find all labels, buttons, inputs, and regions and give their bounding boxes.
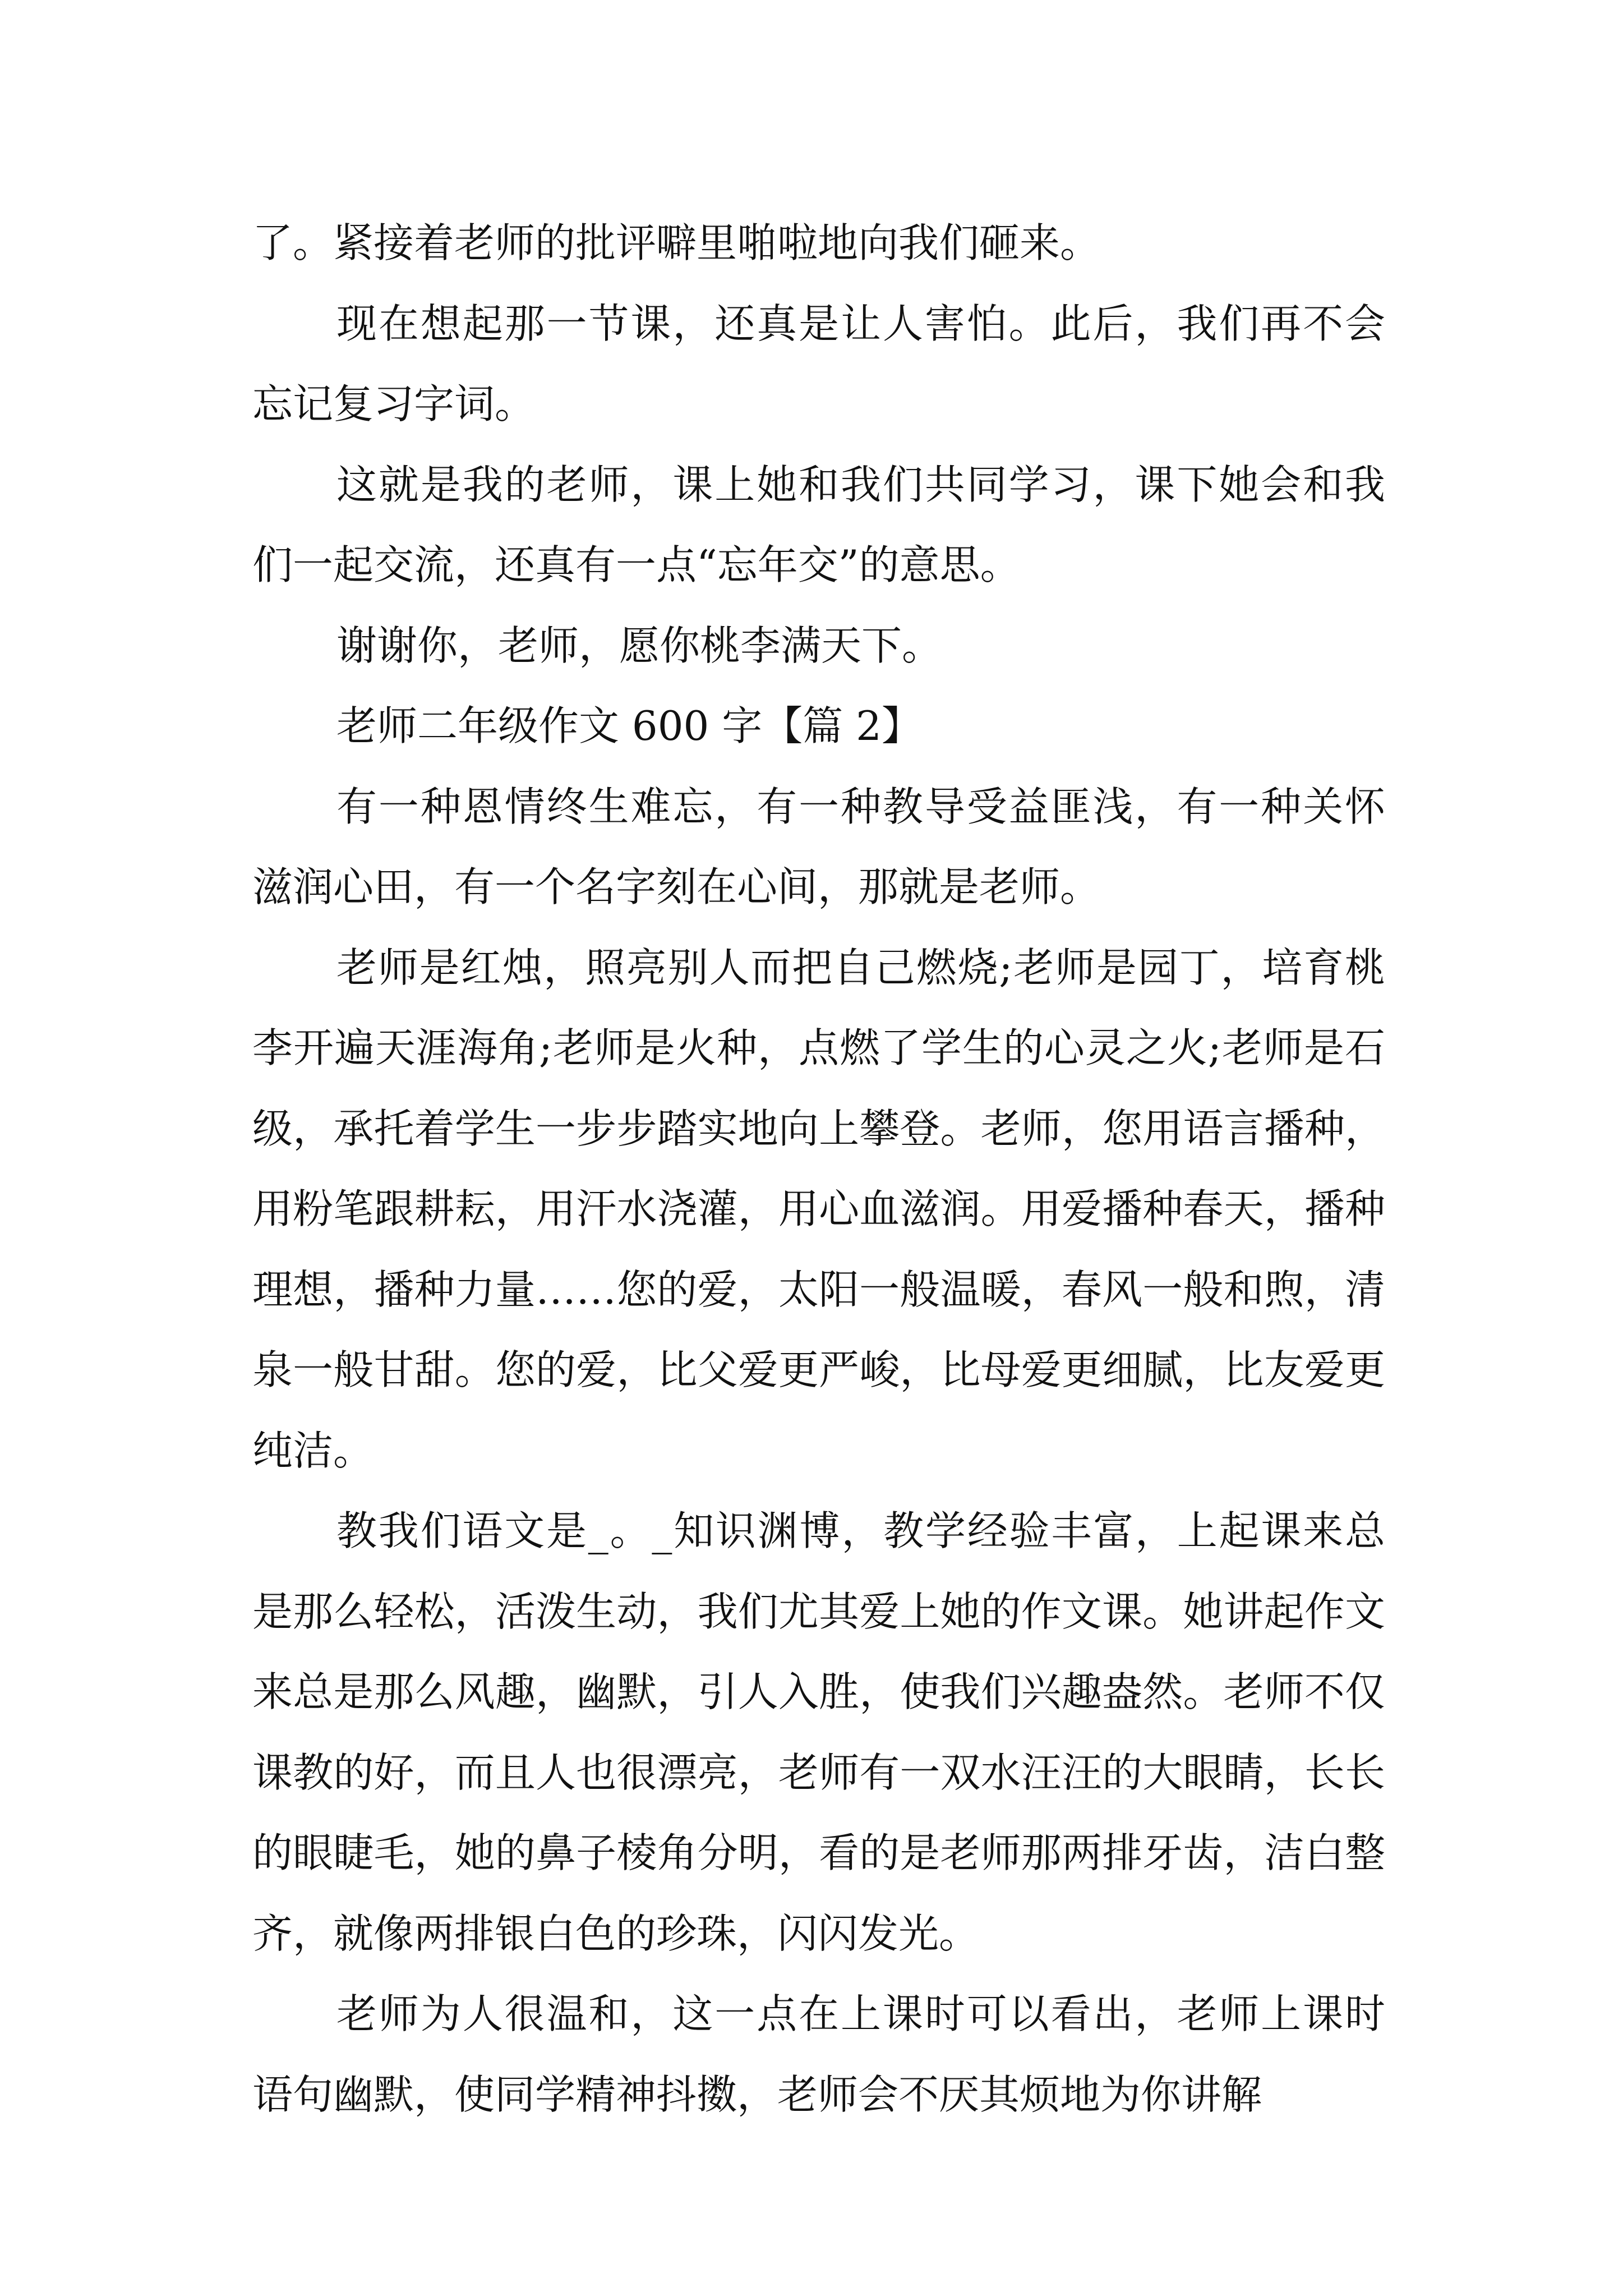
paragraph: 现在想起那一节课，还真是让人害怕。此后，我们再不会忘记复习字词。 xyxy=(252,300,1385,427)
paragraph: 老师为人很温和，这一点在上课时可以看出，老师上课时语句幽默，使同学精神抖擞，老师会不厌其烦地为你讲解 xyxy=(252,1990,1385,2118)
paragraph-continuation: 了。紧接着老师的批评噼里啪啦地向我们砸来。 xyxy=(252,219,1101,266)
paragraph: 教我们语文是_。_知识渊博，教学经验丰富，上起课来总是那么轻松，活泼生动，我们尤其爱上她的作文课。她讲起作文来总是那么风趣，幽默，引人入胜，使我们兴趣盎然。老师不仅课教的好，而且人也很漂亮，老师有一双水汪汪的大眼睛，长长的眼睫毛，她的鼻子棱角分明，看的是老师那两排牙齿，洁白整齐，就像两排银白色的珍珠，闪闪发光。 xyxy=(252,1507,1385,1957)
paragraph: 谢谢你，老师，愿你桃李满天下。 xyxy=(336,622,943,669)
document-body xyxy=(252,203,1385,2135)
paragraph: 老师是红烛，照亮别人而把自己燃烧;老师是园丁，培育桃李开遍天涯海角;老师是火种，点燃了学生的心灵之火;老师是石级，承托着学生一步步踏实地向上攀登。老师，您用语言播种，用粉笔跟耕耘，用汗水浇灌，用心血滋润。用爱播种春天，播种理想，播种力量……您的爱，太阳一般温暖，春风一般和煦，清泉一般甘甜。您的爱，比父爱更严峻，比母爱更细腻，比友爱更纯洁。 xyxy=(252,944,1385,1474)
paragraph: 这就是我的老师，课上她和我们共同学习，课下她会和我们一起交流，还真有一点“忘年交”的意思。 xyxy=(252,461,1385,588)
section-heading: 老师二年级作文 600 字【篇 2】 xyxy=(336,702,922,749)
paragraph: 有一种恩情终生难忘，有一种教导受益匪浅，有一种关怀滋润心田，有一个名字刻在心间，那就是老师。 xyxy=(252,783,1385,910)
